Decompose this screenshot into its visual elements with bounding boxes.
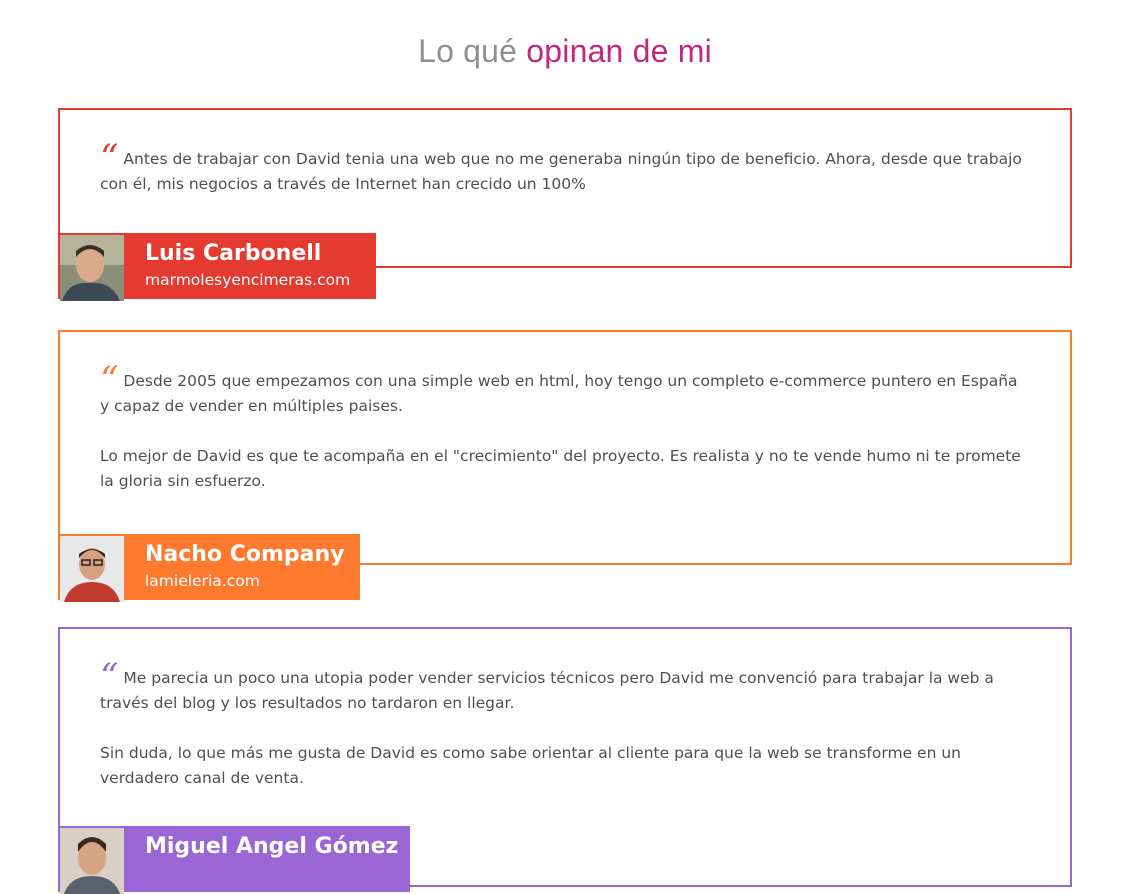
section-title	[0, 33, 1130, 70]
quote-icon: “	[100, 657, 116, 698]
quote-icon: “	[100, 360, 116, 401]
testimonial-paragraph: “ Antes de trabajar con David tenia una web que no me generaba ningún tipo de beneficio. Ahora, desde que trabajo con él, mis negocios a través de Internet han crecido un 100%	[100, 138, 1022, 193]
testimonial-author	[58, 534, 360, 600]
person-avatar-icon	[60, 828, 124, 894]
title-plain: Lo qué	[418, 32, 518, 69]
author-site-link[interactable]: lamieleria.com	[145, 572, 260, 590]
avatar	[60, 536, 124, 602]
testimonial-author	[58, 233, 376, 299]
testimonial-card	[58, 627, 1072, 887]
person-avatar-icon	[60, 235, 124, 301]
testimonial-card	[58, 108, 1072, 289]
testimonial-body	[60, 629, 1070, 791]
author-site-link[interactable]: marmolesyencimeras.com	[145, 271, 351, 289]
person-avatar-icon	[60, 536, 124, 602]
testimonial-card	[58, 330, 1072, 590]
author-name: Nacho Company	[145, 542, 345, 567]
avatar	[60, 828, 124, 894]
testimonial-paragraph: Lo mejor de David es que te acompaña en el "crecimiento" del proyecto. Es realista y no te vende humo ni te promete la gloria sin esfuerzo.	[100, 447, 1021, 490]
quote-icon: “	[100, 138, 116, 179]
testimonial-body	[60, 332, 1070, 494]
author-info	[124, 235, 374, 297]
title-accent: opinan de mi	[526, 32, 712, 69]
author-name: Miguel Angel Gómez	[145, 834, 399, 859]
testimonial-paragraph: “ Me parecia un poco una utopia poder vender servicios técnicos pero David me convenció para trabajar la web a través del blog y los resultados no tardaron en llegar.	[100, 657, 994, 712]
author-info	[124, 536, 358, 598]
author-info	[124, 828, 408, 890]
testimonial-author	[58, 826, 410, 892]
avatar	[60, 235, 124, 301]
testimonial-paragraph: Sin duda, lo que más me gusta de David es como sabe orientar al cliente para que la web se transforme en un verdadero canal de venta.	[100, 744, 961, 787]
testimonial-paragraph: “ Desde 2005 que empezamos con una simple web en html, hoy tengo un completo e-commerce puntero en España y capaz de vender en múltiples paises.	[100, 360, 1018, 415]
testimonial-body	[60, 110, 1070, 197]
author-name: Luis Carbonell	[145, 241, 322, 266]
